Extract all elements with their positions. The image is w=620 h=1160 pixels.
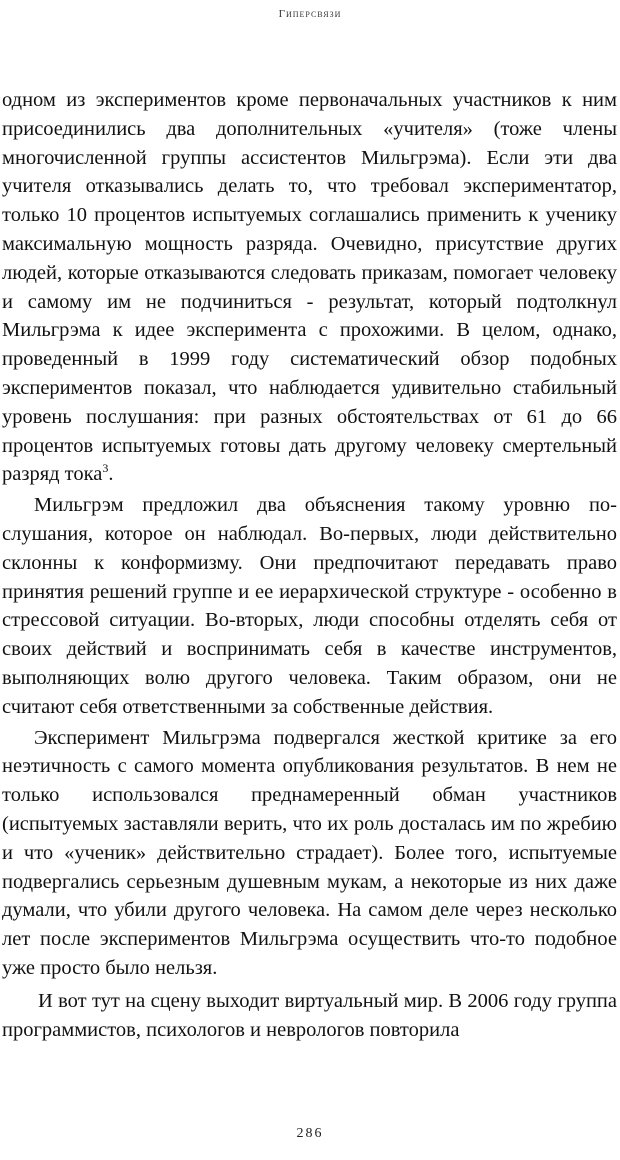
page-number: 286 [296,1126,324,1141]
paragraph-4: И вот тут на сцену выходит виртуальный мир. В 2006 году группа программистов, психологов и неврологов повторила [2,989,617,1041]
footnote-reference[interactable]: 3 [102,461,109,476]
paragraph-2: Мильгрэм предложил два объяснения такому уровню послушания, которое он наблюдал. Во-первых, люди действительно склонны к конформизму. Они предпочитают передавать право принятия решений группе и ее иерархической структуре - особенно в стрессовой ситуации. Во-вторых, люди способны отделять себя от своих действий и воспринимать себя в качестве инструментов, выполняющих волю другого человека. Таким образом, они не считают себя ответственными за собственные действия. [2,494,617,718]
page-text [2,86,617,1044]
paragraph-3: Эксперимент Мильгрэма подвергался жесткой критике за его неэтичность с самого момента опубликования результатов. В нем не только использовался преднамеренный обман участников (испытуемых заставляли верить, что их роль досталась им по жребию и что «ученик» действительно страдает). Более того, испытуемые подвергались серьезным душевным мукам, а некоторые из них даже думали, что убили другого человека. На самом деле через несколько лет после экспериментов Мильгрэма осуществить что-то подобное уже просто было нельзя. [2,726,617,979]
paragraph-1-text: одном из экспериментов кроме первоначальных участников к ним присоединились два дополнительных «учителя» (тоже члены многочисленной группы ассистентов Мильгрэма). Если эти два учителя отказывались делать то, что требовал экспериментатор, только 10 процентов испытуемых соглашались применить к ученику максимальную мощность разряда. Очевидно, присутствие других людей, которые отказываются следовать приказам, помогает человеку и самому им не подчиниться - результат, который подтолкнул Мильгрэма к идее эксперимента с прохожими. В целом, однако, проведенный в 1999 году систематический обзор подобных экспериментов показал, что наблюдается удивительно стабильный уровень послушания: при разных обстоятельствах от 61 до 66 процентов испытуемых готовы дать другому человеку смертельный разряд тока [2,89,617,486]
running-header: Гиперсвязи [278,8,342,20]
paragraph-1 [2,86,617,489]
paragraph-1-end: . [108,463,114,486]
